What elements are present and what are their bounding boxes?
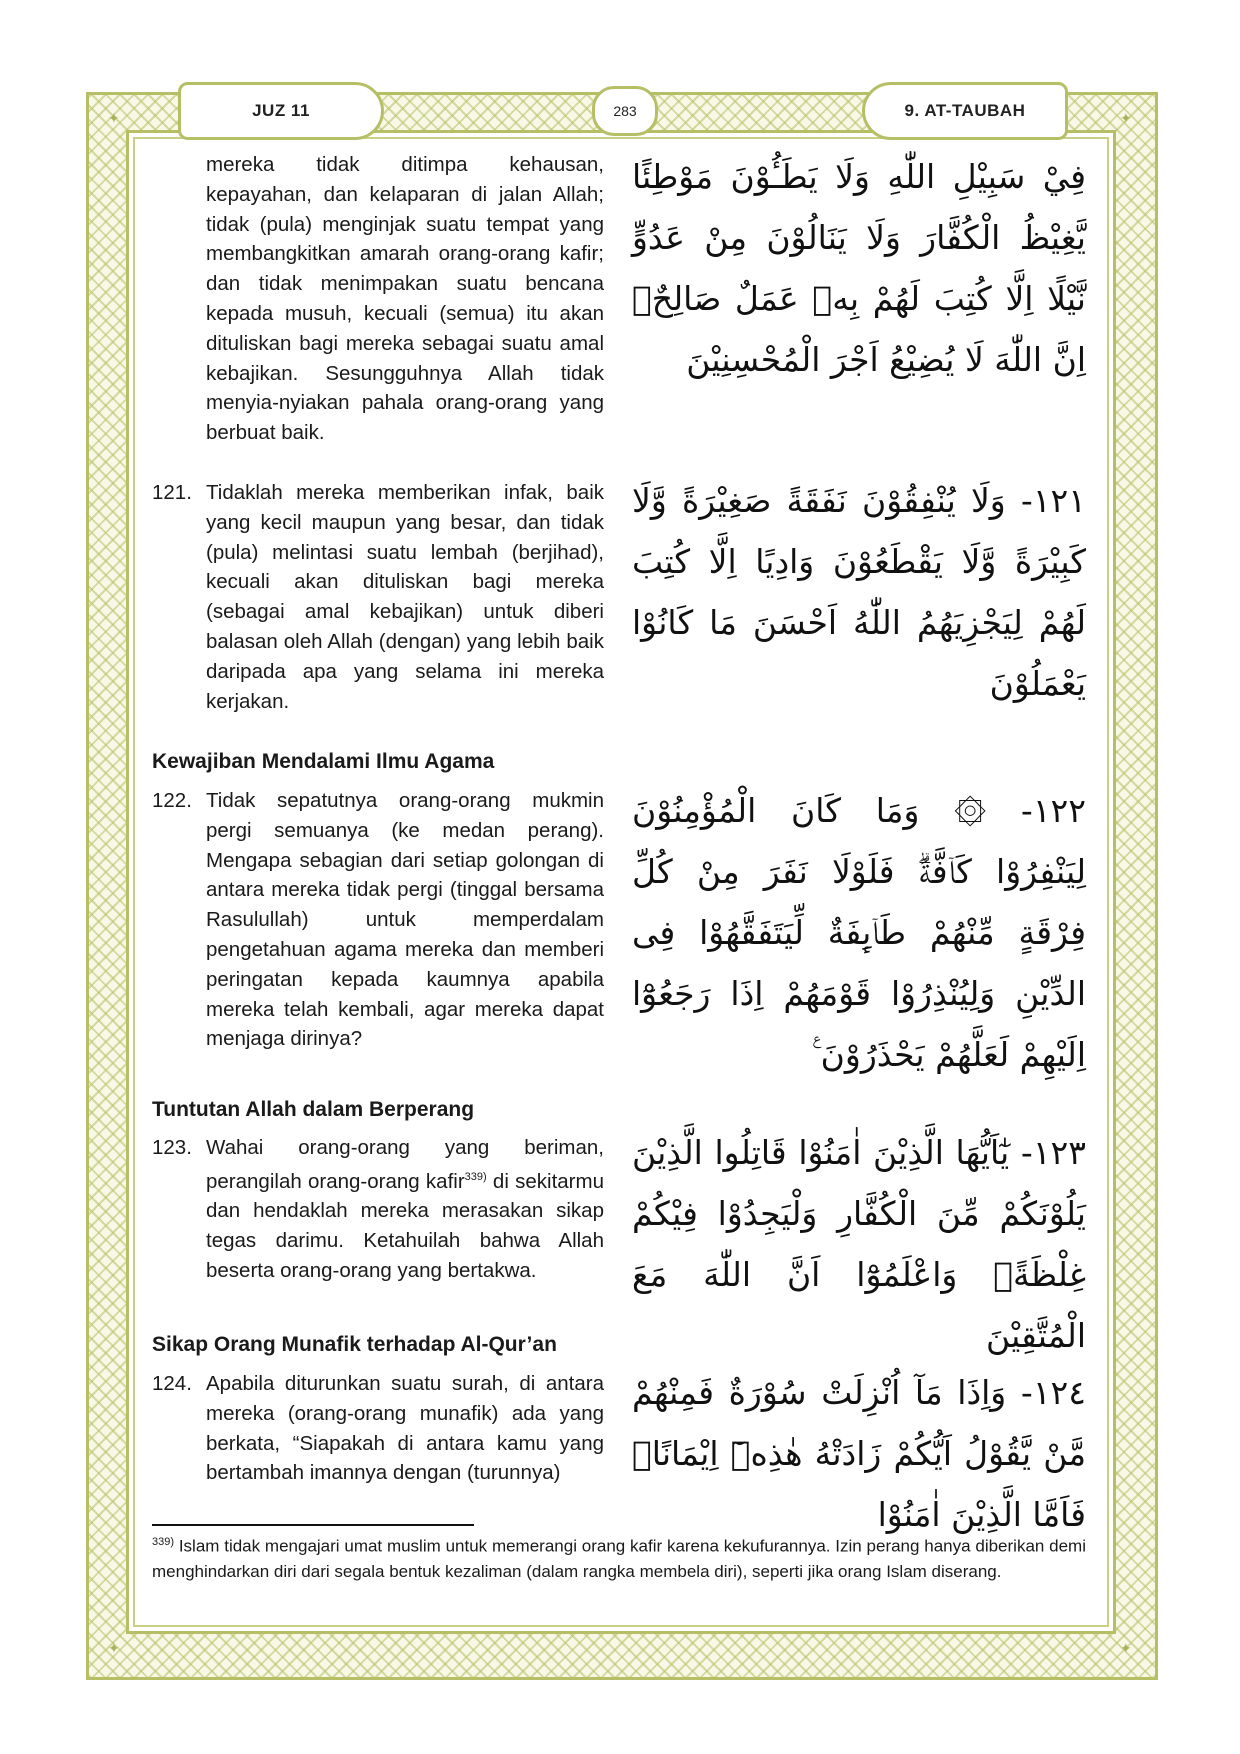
corner-ornament-icon: ✦ (1120, 1640, 1132, 1656)
translation-text: Tidak sepatutnya orang-orang mukmin pergi semuanya (ke medan perang). Mengapa sebagian dari setiap golongan di antara mereka tidak pergi (tinggal bersama Rasulullah) untuk memperdalam pengetahuan agama mereka dan memberi peringatan kepada kaumnya apabila mereka telah kembali, agar mereka dapat menjaga dirinya? (206, 789, 604, 1051)
verse-number: 124. (152, 1372, 192, 1395)
verse-arabic: ١٢١- وَلَا يُنْفِقُوْنَ نَفَقَةً صَغِيْرَةً وَّلَا كَبِيْرَةً وَّلَا يَقْطَعُوْنَ وَادِيًا اِلَّا كُتِبَ لَهُمْ لِيَجْزِيَهُمُ اللّٰهُ اَحْسَنَ مَا كَانُوْا يَعْمَلُوْنَ (632, 481, 1086, 703)
translation-part: Wahai orang-orang yang beriman, perangilah orang-orang kafir (206, 1136, 604, 1193)
surah-text: 9. AT-TAUBAH (904, 101, 1026, 120)
verse-number: 123. (152, 1136, 192, 1159)
page-number-text: 283 (613, 103, 637, 119)
footnote (152, 1530, 1086, 1584)
verse-arabic: ١٢٣- يٰٓاَيُّهَا الَّذِيْنَ اٰمَنُوْا قَاتِلُوا الَّذِيْنَ يَلُوْنَكُمْ مِّنَ الْكُفَّارِ وَلْيَجِدُوْا فِيْكُمْ غِلْظَةًۗ وَاعْلَمُوْٓا اَنَّ اللّٰهَ مَعَ الْمُتَّقِيْنَ (632, 1133, 1086, 1355)
translation-text: Apabila diturunkan suatu surah, di antara mereka (orang-orang munafik) ada yang berkata, “Siapakah di antara kamu yang bertambah imannya dengan (turunnya) (206, 1372, 604, 1485)
translation-text: Tidaklah mereka memberikan infak, baik yang kecil maupun yang besar, dan tidak (pula) melintasi suatu lembah (berjihad), kecuali akan dituliskan bagi mereka (sebagai amal kebajikan) untuk diberi balasan oleh Allah (dengan) yang lebih baik daripada apa yang selama ini mereka kerjakan. (206, 481, 604, 713)
section-heading: Sikap Orang Munafik terhadap Al-Qur’an (152, 1333, 557, 1356)
verse-arabic: ١٢٢- ۞ وَمَا كَانَ الْمُؤْمِنُوْنَ لِيَنْفِرُوْا كَاۤفَّةًۗ فَلَوْلَا نَفَرَ مِنْ كُلِّ فِرْقَةٍ مِّنْهُمْ طَاۤىِٕفَةٌ لِّيَتَفَقَّهُوْا فِى الدِّيْنِ وَلِيُنْذِرُوْا قَوْمَهُمْ اِذَا رَجَعُوْٓا اِلَيْهِمْ لَعَلَّهُمْ يَحْذَرُوْنَ ࣖ (632, 791, 1086, 1074)
corner-ornament-icon: ✦ (1120, 110, 1132, 126)
surah-label (862, 82, 1068, 140)
translation-text (206, 1133, 604, 1286)
corner-ornament-icon: ✦ (108, 1640, 120, 1656)
juz-label (178, 82, 384, 140)
verse-translation (152, 150, 604, 448)
verse-translation (152, 786, 604, 1054)
verse-number: 121. (152, 481, 192, 504)
corner-ornament-icon: ✦ (108, 110, 120, 126)
verse-translation (152, 1369, 604, 1488)
footnote-reference[interactable]: 339) (464, 1170, 487, 1183)
footnote-divider (152, 1524, 474, 1526)
verse-arabic: فِيْ سَبِيْلِ اللّٰهِ وَلَا يَطَـُٔوْنَ مَوْطِئًا يَّغِيْظُ الْكُفَّارَ وَلَا يَنَالُوْنَ مِنْ عَدُوٍّ نَّيْلًا اِلَّا كُتِبَ لَهُمْ بِهٖ عَمَلٌ صَالِحٌۗ اِنَّ اللّٰهَ لَا يُضِيْعُ اَجْرَ الْمُحْسِنِيْنَ (632, 157, 1086, 379)
juz-text: JUZ 11 (252, 101, 310, 120)
verse-number: 122. (152, 789, 192, 812)
translation-text: mereka tidak ditimpa kehausan, kepayahan, dan kelaparan di jalan Allah; tidak (pula) menginjak suatu tempat yang membangkitkan amarah orang-orang kafir; dan tidak menimpakan suatu bencana kepada musuh, kecuali (semua) itu akan dituliskan bagi mereka sebagai suatu amal kebajikan. Sesungguhnya Allah tidak menyia-nyiakan pahala orang-orang yang berbuat baik. (206, 153, 604, 445)
footnote-text: Islam tidak mengajari umat muslim untuk memerangi orang kafir karena kekufurannya. Izin perang hanya diberikan demi menghindarkan diri dari segala bentuk kezaliman (dalam rangka membela diri), seperti jika orang Islam diserang. (152, 1536, 1086, 1581)
section-heading: Kewajiban Mendalami Ilmu Agama (152, 750, 495, 773)
verse-translation (152, 478, 604, 716)
verse-translation (152, 1133, 604, 1286)
translation-part: di sekitarmu dan hendaklah mereka merasakan sikap tegas darimu. Ketahuilah bahwa Allah beserta orang-orang yang bertakwa. (206, 1169, 604, 1283)
page-number (592, 86, 658, 136)
footnote-marker: 339) (152, 1536, 175, 1548)
verse-arabic: ١٢٤- وَاِذَا مَآ اُنْزِلَتْ سُوْرَةٌ فَمِنْهُمْ مَّنْ يَّقُوْلُ اَيُّكُمْ زَادَتْهُ هٰذِهٖٓ اِيْمَانًاۚ فَاَمَّا الَّذِيْنَ اٰمَنُوْا (632, 1373, 1086, 1534)
section-heading: Tuntutan Allah dalam Berperang (152, 1098, 475, 1121)
